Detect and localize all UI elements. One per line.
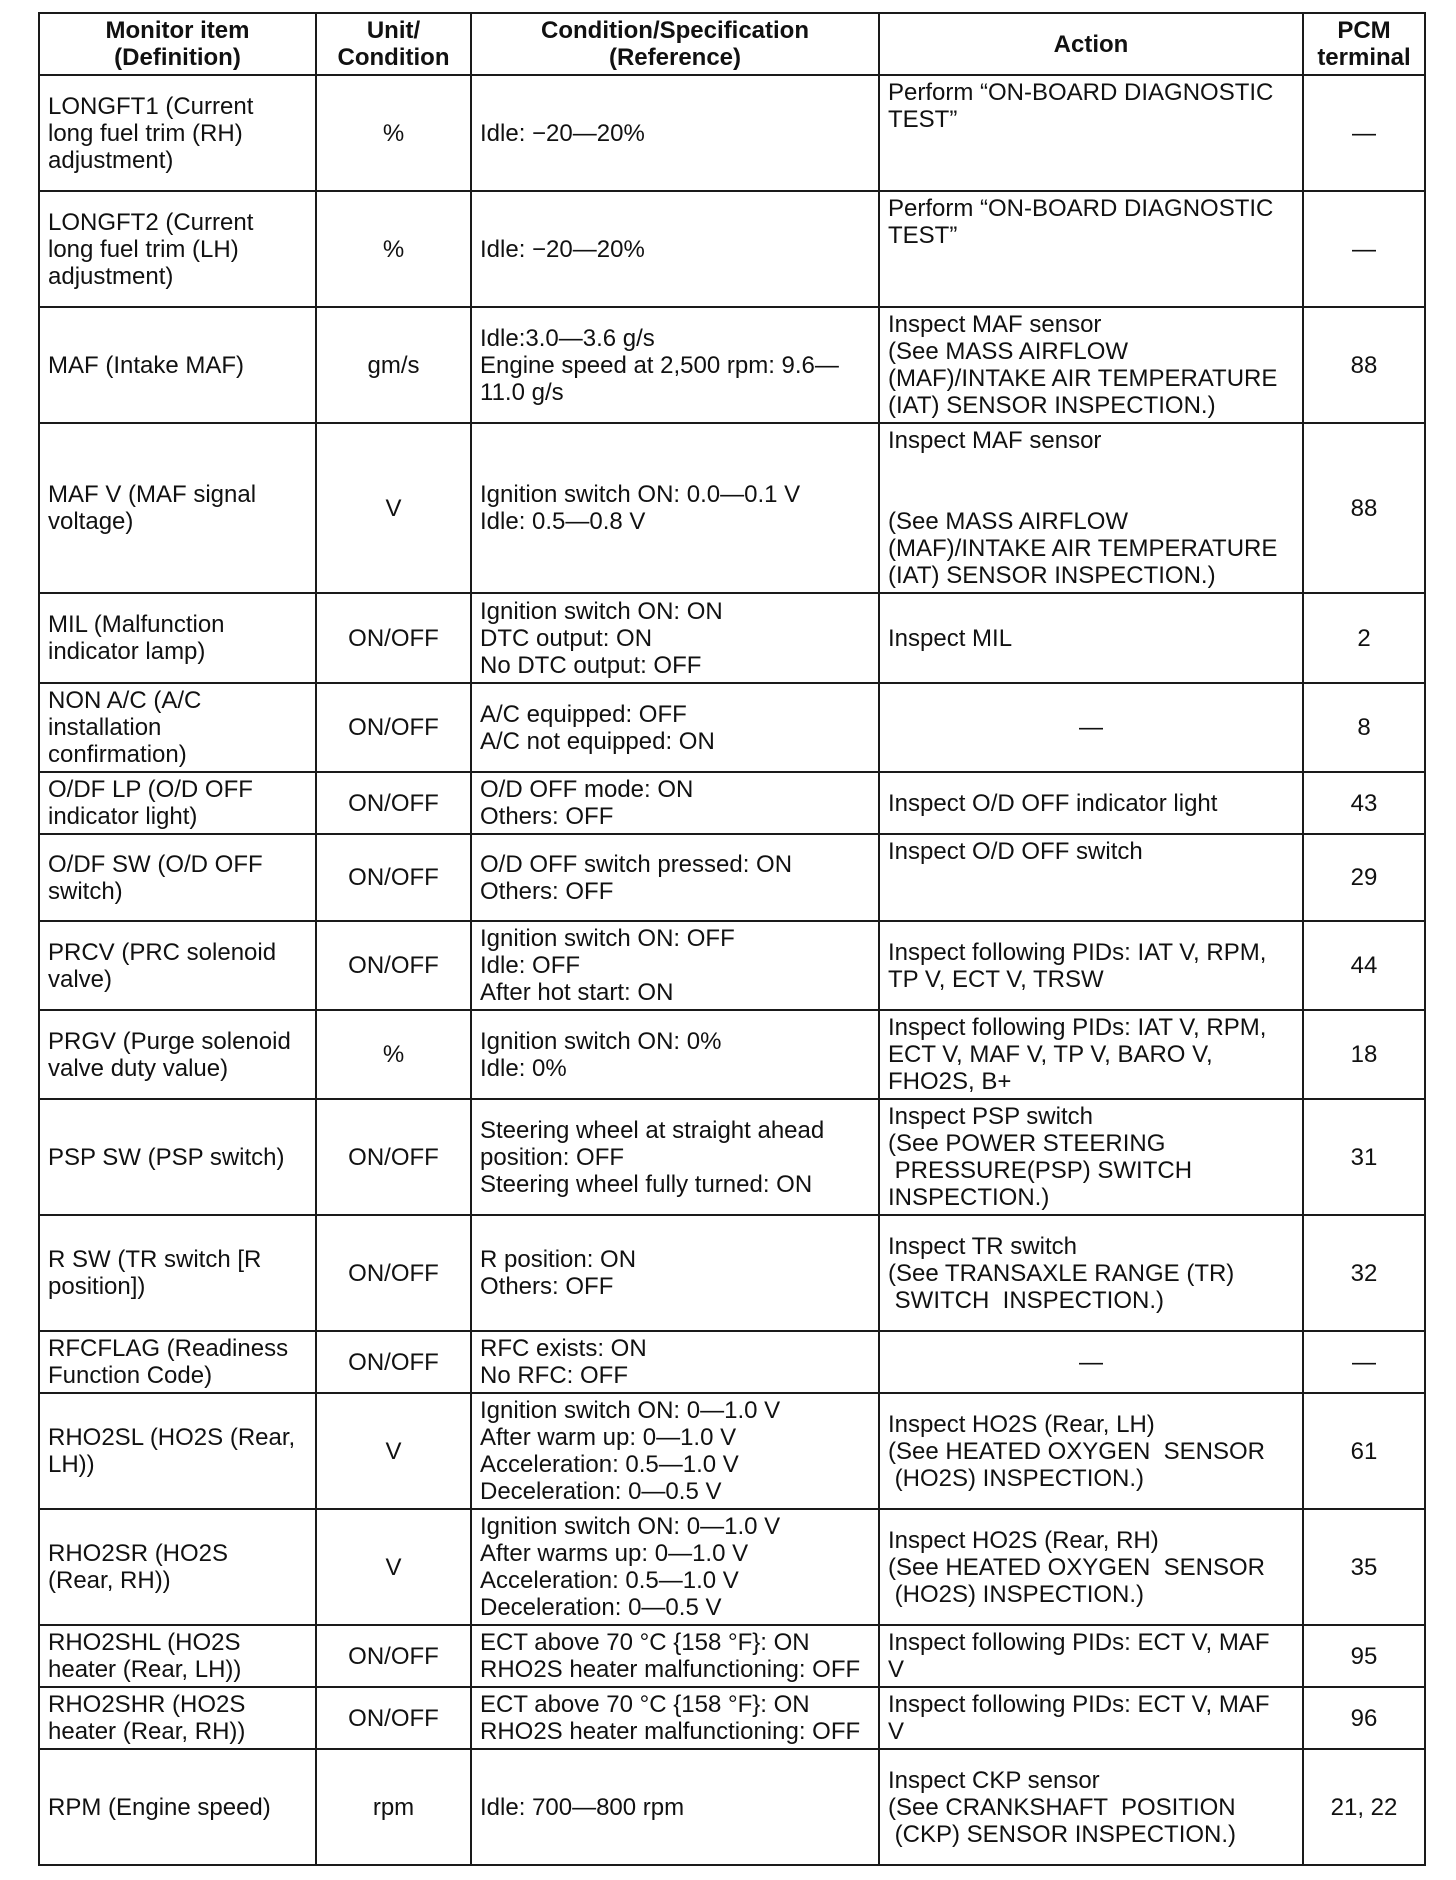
cell-condition-line: Others: OFF	[480, 877, 614, 905]
cell-action	[879, 1215, 1303, 1331]
header-text: Monitor item	[105, 17, 250, 44]
cell-condition-line: DTC output: ON	[480, 624, 653, 652]
header-unit	[316, 13, 471, 75]
cell-action-line: ECT V, MAF V, TP V, BARO V,	[888, 1041, 1213, 1068]
cell-monitor-item-line: LH))	[48, 1451, 95, 1478]
table-row	[39, 1010, 1425, 1099]
cell-condition-line: position: OFF	[480, 1143, 625, 1171]
cell-monitor-item-line: NON A/C (A/C	[48, 687, 202, 714]
cell-action-line	[888, 481, 1294, 508]
cell-action-line: Inspect CKP sensor	[888, 1766, 1100, 1794]
cell-condition-line: Others: OFF	[480, 803, 614, 830]
cell-monitor-item-line: long fuel trim (RH)	[48, 119, 243, 147]
table-row	[39, 834, 1425, 921]
cell-pcm-terminal-value: 31	[1350, 1143, 1378, 1171]
cell-condition	[471, 191, 879, 307]
cell-pcm-terminal-value: —	[1352, 1348, 1376, 1376]
cell-pcm-terminal-value: 21, 22	[1330, 1793, 1398, 1821]
cell-condition-line: Steering wheel fully turned: ON	[480, 1170, 813, 1198]
cell-action-line: —	[1079, 714, 1103, 741]
cell-unit	[316, 593, 471, 683]
cell-action	[879, 772, 1303, 834]
cell-monitor-item-line: indicator lamp)	[48, 638, 206, 665]
cell-action-line: Inspect MIL	[888, 624, 1013, 652]
cell-monitor-item-line: installation	[48, 714, 162, 741]
cell-monitor-item-line: PSP SW (PSP switch)	[48, 1143, 285, 1171]
cell-condition	[471, 834, 879, 921]
cell-condition-line: Idle: 0.5—0.8 V	[480, 508, 646, 535]
cell-condition-line: Deceleration: 0—0.5 V	[480, 1478, 722, 1505]
cell-unit-value: ON/OFF	[348, 1704, 439, 1732]
cell-action	[879, 1099, 1303, 1215]
cell-condition-line: After warm up: 0—1.0 V	[480, 1424, 737, 1451]
cell-monitor-item	[39, 593, 316, 683]
cell-monitor-item-line: LONGFT1 (Current	[48, 92, 254, 120]
table-row	[39, 75, 1425, 191]
cell-pcm-terminal-value: 43	[1350, 789, 1378, 817]
cell-action-line: Perform “ON-BOARD DIAGNOSTIC	[888, 79, 1274, 106]
cell-monitor-item-line: valve)	[48, 965, 113, 993]
cell-unit	[316, 1393, 471, 1509]
cell-action-line: Inspect O/D OFF indicator light	[888, 789, 1218, 817]
cell-action-line: V	[888, 1718, 905, 1745]
cell-pcm-terminal	[1303, 191, 1425, 307]
cell-pcm-terminal	[1303, 593, 1425, 683]
table-row	[39, 1215, 1425, 1331]
cell-condition-line: Ignition switch ON: OFF	[480, 925, 735, 952]
cell-condition-line: No RFC: OFF	[480, 1362, 628, 1389]
cell-condition	[471, 1749, 879, 1865]
cell-unit-value: rpm	[372, 1793, 415, 1821]
cell-pcm-terminal	[1303, 1215, 1425, 1331]
table-row	[39, 1393, 1425, 1509]
cell-pcm-terminal	[1303, 921, 1425, 1010]
header-text: PCM	[1337, 17, 1391, 44]
cell-pcm-terminal	[1303, 307, 1425, 423]
cell-unit	[316, 1010, 471, 1099]
cell-monitor-item	[39, 1215, 316, 1331]
cell-pcm-terminal	[1303, 1393, 1425, 1509]
cell-condition	[471, 772, 879, 834]
cell-action-line: Inspect following PIDs: ECT V, MAF	[888, 1629, 1270, 1656]
cell-monitor-item-line: RFCFLAG (Readiness	[48, 1335, 289, 1362]
cell-unit	[316, 1749, 471, 1865]
cell-action-line: TEST”	[888, 106, 958, 133]
cell-action	[879, 834, 1303, 921]
cell-condition-line: Idle: −20—20%	[480, 235, 645, 263]
cell-action-line	[888, 454, 1294, 481]
cell-monitor-item	[39, 921, 316, 1010]
cell-action	[879, 75, 1303, 191]
cell-pcm-terminal	[1303, 1687, 1425, 1749]
cell-condition-line: Deceleration: 0—0.5 V	[480, 1594, 722, 1621]
table-row	[39, 683, 1425, 772]
cell-condition	[471, 593, 879, 683]
cell-pcm-terminal-value: 32	[1350, 1259, 1378, 1287]
cell-condition	[471, 1010, 879, 1099]
cell-unit	[316, 921, 471, 1010]
cell-condition-line: No DTC output: OFF	[480, 651, 702, 679]
cell-pcm-terminal-value: 95	[1350, 1642, 1378, 1670]
cell-action	[879, 1625, 1303, 1687]
cell-monitor-item	[39, 1749, 316, 1865]
cell-monitor-item	[39, 772, 316, 834]
cell-unit-value: V	[385, 1437, 402, 1465]
table-row	[39, 191, 1425, 307]
header-condition	[471, 13, 879, 75]
cell-action-line: Inspect O/D OFF switch	[888, 838, 1143, 865]
cell-unit-value: ON/OFF	[348, 1143, 439, 1171]
cell-monitor-item-line: Function Code)	[48, 1362, 213, 1389]
cell-action-line: Perform “ON-BOARD DIAGNOSTIC	[888, 195, 1274, 222]
cell-action	[879, 921, 1303, 1010]
cell-pcm-terminal-value: 96	[1350, 1704, 1378, 1732]
cell-action-line: Inspect MAF sensor	[888, 427, 1102, 454]
cell-action-line: (HO2S) INSPECTION.)	[888, 1464, 1145, 1492]
cell-condition	[471, 683, 879, 772]
cell-monitor-item	[39, 423, 316, 593]
cell-monitor-item-line: adjustment)	[48, 146, 174, 174]
cell-monitor-item	[39, 1010, 316, 1099]
cell-monitor-item	[39, 1625, 316, 1687]
cell-action-line: (See MASS AIRFLOW	[888, 508, 1129, 535]
cell-action-line: Inspect HO2S (Rear, LH)	[888, 1410, 1155, 1438]
cell-condition-line: Idle:3.0—3.6 g/s	[480, 324, 655, 352]
cell-unit	[316, 1215, 471, 1331]
table-row	[39, 1331, 1425, 1393]
table-row	[39, 1749, 1425, 1865]
cell-monitor-item-line: RHO2SHL (HO2S	[48, 1629, 241, 1656]
cell-unit	[316, 772, 471, 834]
table-row	[39, 772, 1425, 834]
cell-pcm-terminal	[1303, 834, 1425, 921]
cell-monitor-item-line: adjustment)	[48, 262, 174, 290]
cell-pcm-terminal-value: 2	[1357, 624, 1371, 652]
cell-condition-line: RHO2S heater malfunctioning: OFF	[480, 1656, 861, 1683]
header-action	[879, 13, 1303, 75]
cell-action-line: (See HEATED OXYGEN SENSOR	[888, 1553, 1265, 1581]
cell-condition-line: O/D OFF switch pressed: ON	[480, 850, 793, 878]
cell-condition-line: Acceleration: 0.5—1.0 V	[480, 1451, 739, 1478]
cell-unit	[316, 191, 471, 307]
cell-action-line: Inspect MAF sensor	[888, 311, 1102, 338]
cell-pcm-terminal	[1303, 75, 1425, 191]
table-row	[39, 1509, 1425, 1625]
cell-pcm-terminal	[1303, 1331, 1425, 1393]
cell-pcm-terminal-value: 8	[1357, 714, 1371, 741]
cell-condition-line: R position: ON	[480, 1246, 637, 1273]
cell-action-line: Inspect TR switch	[888, 1232, 1077, 1260]
cell-monitor-item-line: valve duty value)	[48, 1054, 229, 1082]
cell-condition-line: Idle: 700—800 rpm	[480, 1793, 685, 1821]
cell-condition-line: A/C not equipped: ON	[480, 727, 715, 755]
cell-action-line: (See MASS AIRFLOW	[888, 338, 1129, 365]
cell-condition-line: Idle: −20—20%	[480, 119, 645, 147]
monitor-item-table	[38, 12, 1426, 1866]
cell-action	[879, 423, 1303, 593]
cell-action-line: (CKP) SENSOR INSPECTION.)	[888, 1820, 1237, 1848]
cell-monitor-item	[39, 1331, 316, 1393]
cell-monitor-item	[39, 191, 316, 307]
cell-action	[879, 1010, 1303, 1099]
cell-monitor-item-line: RPM (Engine speed)	[48, 1793, 271, 1821]
cell-monitor-item	[39, 1393, 316, 1509]
cell-action	[879, 1393, 1303, 1509]
cell-condition-line: O/D OFF mode: ON	[480, 776, 694, 803]
header-text: Unit/	[366, 17, 421, 44]
cell-condition-line: Steering wheel at straight ahead	[480, 1116, 825, 1144]
cell-action-line: (MAF)/INTAKE AIR TEMPERATURE	[888, 365, 1278, 392]
cell-condition-line: Ignition switch ON: ON	[480, 597, 723, 625]
cell-action-line: V	[888, 1656, 905, 1683]
header-pcm-terminal	[1303, 13, 1425, 75]
cell-pcm-terminal	[1303, 1010, 1425, 1099]
cell-monitor-item-line: position])	[48, 1273, 146, 1300]
cell-monitor-item	[39, 1509, 316, 1625]
cell-action-line: INSPECTION.)	[888, 1184, 1050, 1211]
cell-condition-line: Idle: 0%	[480, 1054, 567, 1082]
cell-monitor-item-line: O/DF SW (O/D OFF	[48, 850, 263, 878]
cell-condition	[471, 1393, 879, 1509]
header-text: terminal	[1317, 44, 1411, 71]
cell-pcm-terminal-value: 44	[1350, 952, 1378, 979]
cell-unit-value: ON/OFF	[348, 624, 439, 652]
cell-unit-value: ON/OFF	[348, 789, 439, 817]
cell-action-line: FHO2S, B+	[888, 1068, 1012, 1095]
cell-monitor-item-line: LONGFT2 (Current	[48, 208, 254, 236]
cell-monitor-item-line: PRGV (Purge solenoid	[48, 1027, 291, 1055]
cell-unit	[316, 1331, 471, 1393]
cell-action	[879, 683, 1303, 772]
cell-condition-line: Engine speed at 2,500 rpm: 9.6—	[480, 351, 839, 379]
cell-unit	[316, 1509, 471, 1625]
cell-pcm-terminal-value: —	[1352, 119, 1376, 147]
cell-condition-line: Ignition switch ON: 0—1.0 V	[480, 1397, 781, 1424]
cell-condition	[471, 1099, 879, 1215]
cell-condition-line: Ignition switch ON: 0—1.0 V	[480, 1513, 781, 1540]
cell-action-line: (See CRANKSHAFT POSITION	[888, 1793, 1236, 1821]
header-text: Action	[1053, 30, 1129, 58]
cell-action	[879, 1687, 1303, 1749]
cell-monitor-item	[39, 834, 316, 921]
cell-action-line: (MAF)/INTAKE AIR TEMPERATURE	[888, 535, 1278, 562]
cell-unit-value: ON/OFF	[348, 1642, 439, 1670]
table-row	[39, 593, 1425, 683]
header-text: (Reference)	[608, 44, 742, 71]
cell-monitor-item	[39, 683, 316, 772]
cell-action-line: PRESSURE(PSP) SWITCH	[888, 1157, 1193, 1184]
cell-pcm-terminal	[1303, 1099, 1425, 1215]
cell-monitor-item-line: (Rear, RH))	[48, 1567, 171, 1594]
cell-unit-value: %	[382, 119, 405, 147]
cell-pcm-terminal	[1303, 772, 1425, 834]
cell-unit-value: V	[385, 494, 402, 522]
cell-monitor-item-line: voltage)	[48, 508, 134, 535]
table-row	[39, 1099, 1425, 1215]
cell-monitor-item	[39, 307, 316, 423]
cell-action-line: (HO2S) INSPECTION.)	[888, 1580, 1145, 1608]
cell-unit-value: %	[382, 235, 405, 263]
cell-condition-line: ECT above 70 °C {158 °F}: ON	[480, 1691, 810, 1718]
cell-action	[879, 1749, 1303, 1865]
cell-unit-value: ON/OFF	[348, 714, 439, 741]
header-text: Condition	[337, 44, 450, 71]
cell-pcm-terminal-value: 88	[1350, 494, 1378, 522]
cell-unit	[316, 307, 471, 423]
cell-unit	[316, 1099, 471, 1215]
cell-unit-value: ON/OFF	[348, 864, 439, 891]
cell-monitor-item-line: MAF (Intake MAF)	[48, 351, 245, 379]
cell-pcm-terminal	[1303, 1509, 1425, 1625]
cell-condition-line: ECT above 70 °C {158 °F}: ON	[480, 1629, 810, 1656]
cell-condition-line: RHO2S heater malfunctioning: OFF	[480, 1718, 861, 1745]
cell-monitor-item-line: long fuel trim (LH)	[48, 235, 239, 263]
cell-monitor-item-line: PRCV (PRC solenoid	[48, 938, 277, 966]
table-row	[39, 921, 1425, 1010]
cell-action-line: —	[1079, 1348, 1103, 1376]
cell-condition-line: RFC exists: ON	[480, 1335, 647, 1362]
cell-monitor-item-line: R SW (TR switch [R	[48, 1246, 262, 1273]
cell-monitor-item-line: MAF V (MAF signal	[48, 481, 257, 508]
cell-monitor-item-line: RHO2SL (HO2S (Rear,	[48, 1424, 296, 1451]
cell-monitor-item	[39, 75, 316, 191]
cell-monitor-item-line: RHO2SR (HO2S	[48, 1540, 229, 1567]
cell-pcm-terminal-value: 29	[1350, 864, 1378, 891]
cell-action	[879, 191, 1303, 307]
cell-pcm-terminal-value: 61	[1350, 1437, 1378, 1465]
cell-unit	[316, 423, 471, 593]
cell-pcm-terminal-value: 88	[1350, 351, 1378, 379]
cell-unit-value: gm/s	[367, 351, 420, 379]
cell-action	[879, 1509, 1303, 1625]
cell-condition	[471, 1509, 879, 1625]
cell-action-line: Inspect following PIDs: IAT V, RPM,	[888, 1014, 1267, 1041]
cell-pcm-terminal-value: 35	[1350, 1553, 1378, 1581]
manual-page	[38, 12, 1424, 1866]
cell-unit	[316, 75, 471, 191]
cell-unit	[316, 1625, 471, 1687]
cell-monitor-item-line: confirmation)	[48, 741, 187, 768]
cell-condition	[471, 1331, 879, 1393]
cell-pcm-terminal	[1303, 1625, 1425, 1687]
cell-action-line: Inspect following PIDs: IAT V, RPM,	[888, 938, 1267, 966]
cell-action	[879, 593, 1303, 683]
table-row	[39, 1687, 1425, 1749]
cell-unit-value: ON/OFF	[348, 952, 439, 979]
cell-action-line: TEST”	[888, 222, 958, 249]
cell-pcm-terminal	[1303, 683, 1425, 772]
cell-condition	[471, 1625, 879, 1687]
cell-condition-line: 11.0 g/s	[480, 378, 564, 406]
cell-action	[879, 1331, 1303, 1393]
cell-pcm-terminal	[1303, 423, 1425, 593]
table-row	[39, 1625, 1425, 1687]
cell-unit	[316, 834, 471, 921]
cell-condition-line: Ignition switch ON: 0.0—0.1 V	[480, 481, 801, 508]
cell-condition-line: After hot start: ON	[480, 979, 674, 1006]
cell-action-line: (See HEATED OXYGEN SENSOR	[888, 1437, 1265, 1465]
cell-condition-line: Others: OFF	[480, 1273, 614, 1300]
cell-condition	[471, 921, 879, 1010]
cell-monitor-item-line: RHO2SHR (HO2S	[48, 1691, 246, 1718]
cell-unit	[316, 1687, 471, 1749]
cell-monitor-item-line: heater (Rear, RH))	[48, 1718, 246, 1745]
cell-pcm-terminal-value: 18	[1350, 1041, 1378, 1068]
cell-unit-value: ON/OFF	[348, 1348, 439, 1376]
cell-unit	[316, 683, 471, 772]
cell-condition-line: Idle: OFF	[480, 952, 581, 979]
cell-monitor-item	[39, 1099, 316, 1215]
cell-condition-line: A/C equipped: OFF	[480, 700, 687, 728]
cell-pcm-terminal-value: —	[1352, 235, 1376, 263]
cell-action-line: Inspect HO2S (Rear, RH)	[888, 1526, 1159, 1554]
cell-condition	[471, 1687, 879, 1749]
cell-monitor-item-line: heater (Rear, LH))	[48, 1656, 242, 1683]
cell-monitor-item-line: switch)	[48, 877, 123, 905]
header-text: (Definition)	[114, 44, 241, 71]
cell-action-line: (IAT) SENSOR INSPECTION.)	[888, 562, 1216, 589]
cell-unit-value: V	[385, 1553, 402, 1581]
cell-condition	[471, 307, 879, 423]
header-text: Condition/Specification	[541, 17, 809, 44]
table-row	[39, 307, 1425, 423]
cell-unit-value: ON/OFF	[348, 1259, 439, 1287]
cell-action-line: TP V, ECT V, TRSW	[888, 965, 1104, 993]
cell-action-line: (See POWER STEERING	[888, 1130, 1166, 1157]
cell-condition	[471, 1215, 879, 1331]
cell-condition-line: After warms up: 0—1.0 V	[480, 1540, 749, 1567]
cell-action-line: Inspect PSP switch	[888, 1103, 1093, 1130]
cell-action-line: Inspect following PIDs: ECT V, MAF	[888, 1691, 1270, 1718]
cell-condition-line: Ignition switch ON: 0%	[480, 1027, 722, 1055]
header-monitor-item	[39, 13, 316, 75]
cell-unit-value: %	[382, 1041, 405, 1068]
table-row	[39, 423, 1425, 593]
cell-action-line: (See TRANSAXLE RANGE (TR)	[888, 1259, 1235, 1287]
cell-action-line: (IAT) SENSOR INSPECTION.)	[888, 392, 1216, 419]
table-header-row	[39, 13, 1425, 75]
cell-action	[879, 307, 1303, 423]
cell-monitor-item-line: O/DF LP (O/D OFF	[48, 776, 253, 803]
cell-monitor-item-line: indicator light)	[48, 803, 198, 830]
cell-monitor-item-line: MIL (Malfunction	[48, 611, 225, 638]
cell-monitor-item	[39, 1687, 316, 1749]
cell-condition	[471, 423, 879, 593]
cell-condition	[471, 75, 879, 191]
cell-pcm-terminal	[1303, 1749, 1425, 1865]
cell-condition-line: Acceleration: 0.5—1.0 V	[480, 1567, 739, 1594]
cell-action-line: SWITCH INSPECTION.)	[888, 1286, 1164, 1314]
